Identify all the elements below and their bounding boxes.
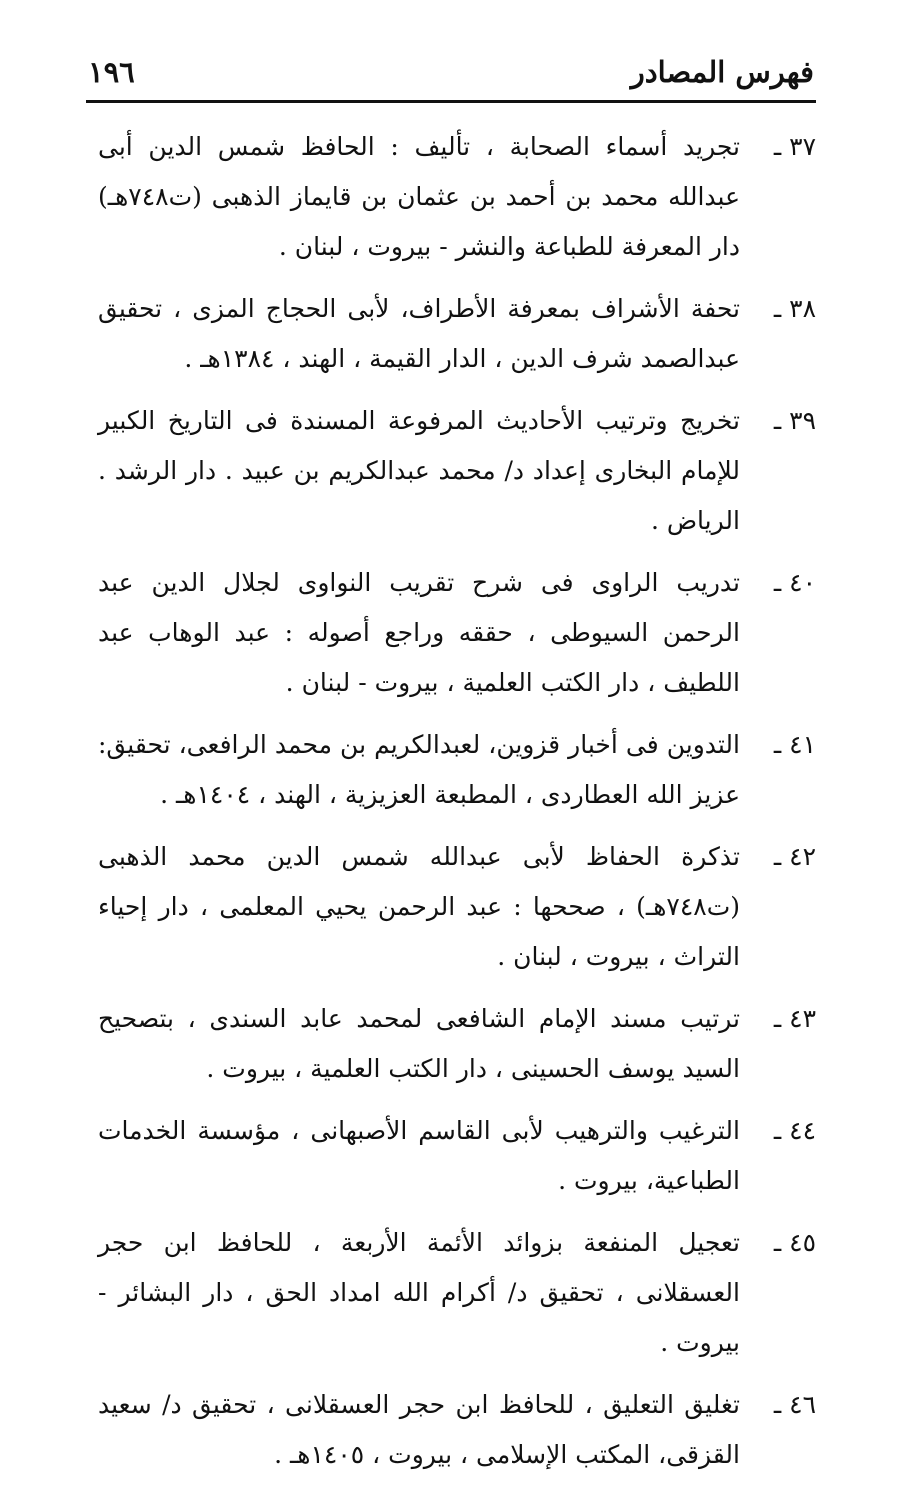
list-item (98, 558, 816, 708)
entry-text: تغليق التعليق ، للحافظ ابن حجر العسقلانى ، تحقيق د/ سعيد القزقى، المكتب الإسلامى ، بيروت ، ١٤٠٥هـ . (98, 1390, 740, 1469)
entry-text: التدوين فى أخبار قزوين، لعبدالكريم بن محمد الرافعى، تحقيق: عزيز الله العطاردى ، المطبعة العزيزية ، الهند ، ١٤٠٤هـ . (98, 730, 740, 809)
entry-text: تذكرة الحفاظ لأبى عبدالله شمس الدين محمد الذهبى (ت٧٤٨هـ) ، صححها : عبد الرحمن يحيي المعلمى ، دار إحياء التراث ، بيروت ، لبنان . (98, 842, 740, 971)
entry-number: ٤٦ ـ (773, 1390, 816, 1419)
page-title: فهرس المصادر (630, 55, 814, 89)
list-item (98, 122, 816, 272)
entry-number: ٣٧ ـ (773, 132, 816, 161)
list-item (98, 994, 816, 1094)
list-item (98, 1218, 816, 1368)
list-item (98, 832, 816, 982)
entry-number: ٣٩ ـ (773, 406, 816, 435)
list-item (98, 284, 816, 384)
entry-number: ٤٥ ـ (773, 1228, 816, 1257)
entry-number: ٤٢ ـ (773, 842, 816, 871)
entry-text: ترتيب مسند الإمام الشافعى لمحمد عابد السندى ، بتصحيح السيد يوسف الحسينى ، دار الكتب العلمية ، بيروت . (98, 1004, 740, 1083)
entry-number: ٤٣ ـ (773, 1004, 816, 1033)
list-item (98, 396, 816, 546)
entry-text: تخريج وترتيب الأحاديث المرفوعة المسندة فى التاريخ الكبير للإمام البخارى إعداد د/ محمد عبدالكريم بن عبيد . دار الرشد . الرياض . (98, 406, 740, 535)
entry-number: ٤٠ ـ (773, 568, 816, 597)
entry-number: ٤٤ ـ (773, 1116, 816, 1145)
entry-text: تحفة الأشراف بمعرفة الأطراف، لأبى الحجاج المزى ، تحقيق عبدالصمد شرف الدين ، الدار القيمة ، الهند ، ١٣٨٤هـ . (98, 294, 740, 373)
list-item (98, 1106, 816, 1206)
bibliography-list (98, 122, 816, 1492)
entry-text: تدريب الراوى فى شرح تقريب النواوى لجلال الدين عبد الرحمن السيوطى ، حققه وراجع أصوله : عبد الوهاب عبد اللطيف ، دار الكتب العلمية ، بيروت - لبنان . (98, 568, 740, 697)
page-header (88, 44, 814, 96)
header-divider (86, 100, 816, 103)
entry-number: ٤١ ـ (773, 730, 816, 759)
entry-text: تجريد أسماء الصحابة ، تأليف : الحافظ شمس الدين أبى عبدالله محمد بن أحمد بن عثمان بن قايماز الذهبى (ت٧٤٨هـ) دار المعرفة للطباعة والنشر - بيروت ، لبنان . (98, 132, 740, 261)
entry-text: تعجيل المنفعة بزوائد الأئمة الأربعة ، للحافظ ابن حجر العسقلانى ، تحقيق د/ أكرام الله امداد الحق ، دار البشائر - بيروت . (98, 1228, 740, 1357)
list-item (98, 720, 816, 820)
page-number: ١٩٦ (88, 55, 135, 89)
list-item (98, 1380, 816, 1480)
entry-number: ٣٨ ـ (773, 294, 816, 323)
entry-text: الترغيب والترهيب لأبى القاسم الأصبهانى ، مؤسسة الخدمات الطباعية، بيروت . (98, 1116, 740, 1195)
